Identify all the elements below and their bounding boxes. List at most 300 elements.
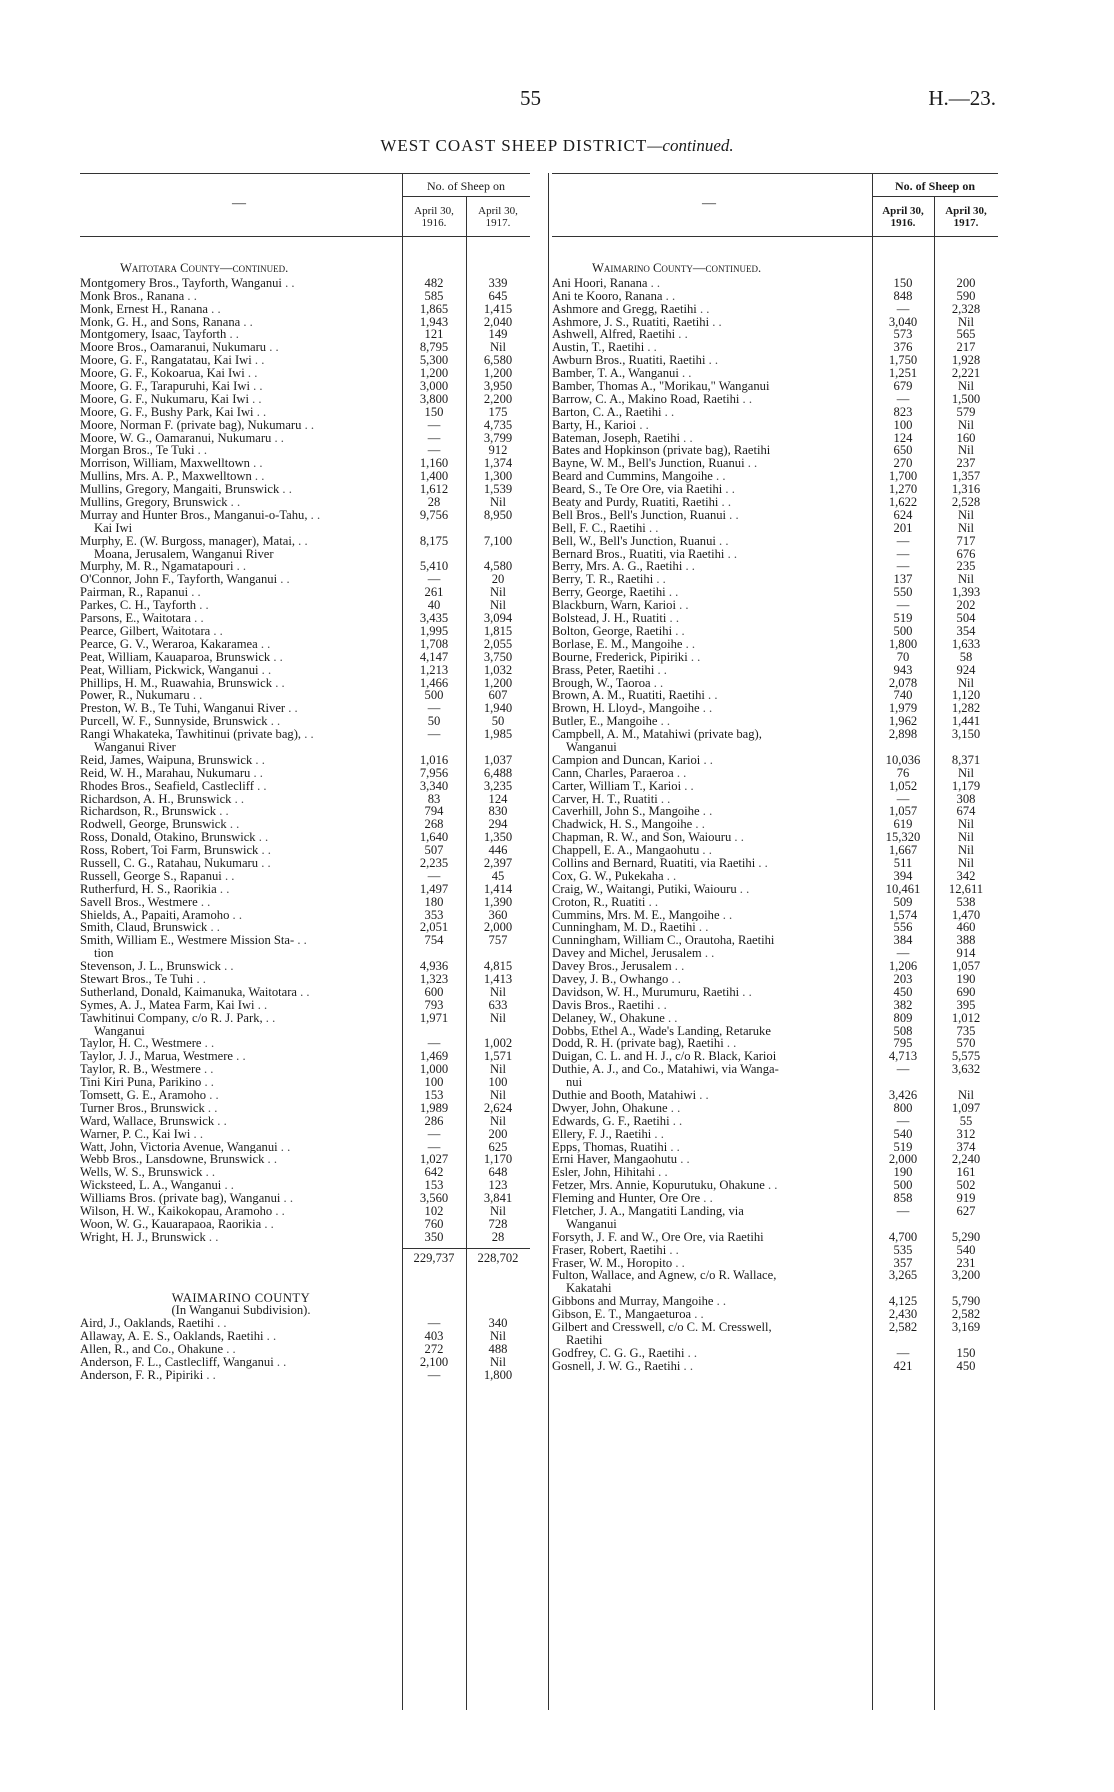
- sheep-1916: 353: [424, 907, 444, 922]
- sheep-1917: 294: [488, 817, 508, 832]
- sheep-1917: 8,950: [483, 507, 513, 522]
- owner-name: Raetihi: [566, 1333, 603, 1347]
- owner-name: Bayne, W. M., Bell's Junction, Ruanui: [552, 457, 745, 471]
- sheep-1916: —: [896, 533, 910, 548]
- table-row: [552, 1308, 998, 1321]
- table-row: [552, 1179, 998, 1192]
- table-row: [80, 973, 530, 986]
- sheep-1916: 508: [893, 1023, 913, 1038]
- table-row: [552, 277, 998, 290]
- owner-name: Anderson, F. R., Pipiriki: [80, 1368, 204, 1382]
- owner-name: Barton, C. A., Raetihi: [552, 405, 662, 419]
- total-1917: 228,702: [477, 1250, 519, 1265]
- leader-dots: . .: [191, 612, 204, 625]
- sheep-1917: 579: [956, 404, 976, 419]
- leader-dots: . .: [644, 341, 657, 355]
- owner-name: Moore Bros., Oamaranui, Nukumaru: [80, 341, 267, 355]
- sheep-1917: 565: [956, 327, 976, 342]
- leader-dots: . .: [207, 921, 220, 935]
- table-row: [80, 457, 530, 470]
- sheep-1916: —: [896, 559, 910, 574]
- table-row: [80, 1089, 530, 1102]
- sheep-1917: 360: [488, 907, 508, 922]
- sheep-1917: 161: [956, 1165, 976, 1180]
- sheep-1916: 153: [424, 1178, 444, 1193]
- sheep-1917: 200: [488, 1126, 508, 1141]
- sheep-1916: 858: [893, 1191, 913, 1206]
- table-row: [552, 1012, 998, 1025]
- sheep-1916: 2,582: [888, 1320, 918, 1335]
- table-row: [552, 702, 998, 715]
- sheep-1916: 4,700: [888, 1229, 918, 1244]
- leader-dots: . .: [680, 431, 693, 445]
- owner-name: Chappell, E. A., Mangaohutu: [552, 844, 700, 857]
- left-header-sheep-on: No. of Sheep on: [427, 179, 505, 193]
- leader-dots: . .: [255, 831, 269, 845]
- owner-name: Brough, W., Taoroa: [552, 676, 651, 690]
- sheep-1916: 1,497: [419, 881, 449, 896]
- owner-name: Moore, G. F., Bushy Park, Kai Iwi: [80, 405, 254, 419]
- sheep-1917: Nil: [957, 855, 975, 870]
- owner-name: Bamber, Thomas A., "Morikau," Wanganui: [552, 380, 770, 393]
- sheep-1917: 190: [956, 971, 976, 986]
- sheep-1917: 50: [491, 714, 505, 729]
- sheep-1917: Nil: [957, 675, 975, 690]
- sheep-1917: 570: [956, 1036, 976, 1051]
- sheep-1916: 403: [424, 1329, 444, 1344]
- table-row: [80, 1037, 530, 1050]
- sheep-1916: 519: [893, 1139, 913, 1154]
- sheep-1917: 339: [488, 275, 508, 290]
- sheep-1917: 676: [956, 546, 976, 561]
- table-row: [80, 406, 530, 419]
- sheep-1916: 600: [424, 984, 444, 999]
- leader-dots: . .: [645, 521, 659, 535]
- owner-name: Richardson, A. H., Brunswick: [80, 792, 232, 806]
- leader-dots: . .: [755, 856, 768, 870]
- sheep-1916: —: [896, 391, 910, 406]
- owner-name: Borlase, E. M., Mangoihe: [552, 637, 683, 651]
- owner-name: Fetzer, Mrs. Annie, Kopurutuku, Ohakune: [552, 1179, 765, 1193]
- sheep-1917: 1,470: [951, 907, 981, 922]
- owner-name: Carter, William T., Karioi: [552, 779, 682, 793]
- sheep-1917: 2,000: [483, 920, 513, 935]
- owner-name: Dobbs, Ethel A., Wade's Landing, Retaruke: [552, 1024, 771, 1038]
- table-row: [80, 1192, 530, 1205]
- county-subheading-text: (In Wanganui Subdivision).: [171, 1303, 311, 1318]
- table-row: [552, 548, 998, 561]
- sheep-1917: Nil: [957, 443, 975, 458]
- sheep-1917: 919: [956, 1191, 976, 1206]
- sheep-1916: 121: [424, 327, 444, 342]
- table-row: [80, 728, 530, 741]
- right-header-dash: —: [702, 196, 716, 211]
- leader-dots: . .: [726, 508, 739, 522]
- sheep-1916: 1,400: [419, 469, 449, 484]
- sheep-1917: 237: [956, 456, 976, 471]
- leader-dots: . .: [273, 1356, 287, 1369]
- total-1916: 229,737: [413, 1250, 455, 1265]
- leader-dots: . .: [691, 1308, 704, 1322]
- leader-dots: . .: [704, 689, 718, 703]
- owner-name: Rangi Whakateka, Tawhitinui (private bag),: [80, 728, 302, 741]
- table-row: [80, 793, 530, 806]
- owner-name: Gibson, E. T., Mangaeturoa: [552, 1308, 692, 1322]
- sheep-1916: 180: [424, 894, 444, 909]
- leader-dots: . .: [723, 1037, 737, 1051]
- sheep-1916: 40: [427, 598, 441, 613]
- leader-dots: . .: [672, 1256, 685, 1270]
- table-row: [80, 986, 530, 999]
- sheep-1916: 450: [893, 984, 913, 999]
- owner-name: Watt, John, Victoria Avenue, Wanganui: [80, 1140, 278, 1154]
- owner-name: Fleming and Hunter, Ore Ore: [552, 1192, 701, 1206]
- leader-dots: . .: [699, 702, 713, 716]
- table-row: [80, 960, 530, 973]
- sheep-1917: 924: [956, 662, 976, 677]
- sheep-1916: 3,000: [419, 379, 449, 394]
- sheep-1917: 3,094: [483, 611, 513, 626]
- sheep-1917: 633: [488, 997, 508, 1012]
- sheep-1916: —: [896, 301, 910, 316]
- sheep-1916: 286: [424, 1113, 444, 1128]
- leader-dots: . .: [739, 392, 752, 406]
- table-row: [80, 844, 530, 857]
- sheep-1916: 150: [424, 404, 444, 419]
- owner-name: Smith, Claud, Brunswick: [80, 921, 208, 935]
- owner-name: Stewart Bros., Te Tuhi: [80, 972, 194, 986]
- owner-name: Bateman, Joseph, Raetihi: [552, 431, 681, 445]
- section-heading: [80, 262, 530, 275]
- sheep-1917: 1,800: [483, 1367, 513, 1382]
- table-row: [80, 1369, 530, 1382]
- sheep-1917: 312: [956, 1126, 976, 1141]
- owner-name: Webb Bros., Lansdowne, Brunswick: [80, 1153, 265, 1167]
- owner-name: Edwards, G. F., Raetihi: [552, 1114, 670, 1128]
- owner-name: Rodwell, George, Brunswick: [80, 818, 227, 832]
- owner-name: Ross, Robert, Toi Farm, Brunswick: [80, 844, 259, 857]
- leader-dots: . .: [695, 921, 709, 935]
- owner-name: Murray and Hunter Bros., Manganui-o-Tahu,: [80, 508, 308, 522]
- sheep-1916: 2,235: [419, 855, 449, 870]
- sheep-1917: 1,282: [951, 701, 981, 716]
- sheep-1916: 1,057: [888, 804, 918, 819]
- sheep-1917: 202: [956, 598, 976, 613]
- sheep-1916: 540: [893, 1126, 913, 1141]
- sheep-1916: 1,622: [888, 495, 918, 510]
- total-rule: [402, 1248, 530, 1249]
- owner-name: Davey, J. B., Owhango: [552, 972, 669, 986]
- sheep-1916: 1,667: [888, 843, 918, 858]
- sheep-1917: 540: [956, 1242, 976, 1257]
- owner-name: Ani Hoori, Ranana: [552, 276, 648, 290]
- leader-dots: . .: [216, 882, 230, 896]
- sheep-1916: 1,251: [888, 366, 918, 381]
- sheep-1916: 793: [424, 997, 444, 1012]
- table-row: [552, 973, 998, 986]
- owner-name: Davis Bros., Raetihi: [552, 998, 655, 1012]
- sheep-1916: 5,300: [419, 353, 449, 368]
- table-row: [552, 715, 998, 728]
- table-row: [552, 522, 998, 535]
- owner-name: Forsyth, J. F. and W., Ore Ore, via Raetihi: [552, 1230, 764, 1244]
- sheep-1916: 2,430: [888, 1307, 918, 1322]
- sheep-1917: 2,200: [483, 391, 513, 406]
- leader-dots: . .: [677, 1153, 690, 1167]
- owner-name: Cunningham, M. D., Raetihi: [552, 921, 696, 935]
- owner-name: Sutherland, Donald, Kaimanuka, Waitotara: [80, 985, 297, 999]
- leader-dots: . .: [277, 1140, 291, 1154]
- owner-name: Berry, Mrs. A. G., Raetihi: [552, 560, 683, 574]
- table-row: [80, 689, 530, 702]
- sheep-1916: 1,971: [419, 1010, 449, 1025]
- table-row: [80, 380, 530, 393]
- owner-name: Parkes, C. H., Tayforth: [80, 599, 197, 613]
- table-row: [80, 1356, 530, 1369]
- leader-dots: . .: [205, 1230, 219, 1244]
- sheep-1916: —: [427, 443, 441, 458]
- sheep-1916: —: [427, 417, 441, 432]
- owner-name: Fletcher, J. A., Mangatiti Landing, via: [552, 1205, 744, 1218]
- sheep-1917: 1,390: [483, 894, 513, 909]
- owner-name: Wicksteed, L. A., Wanganui: [80, 1179, 222, 1193]
- sheep-1916: 507: [424, 843, 444, 858]
- leader-dots: . .: [699, 844, 712, 857]
- table-row: [80, 1330, 530, 1343]
- sheep-1917: 674: [956, 804, 976, 819]
- owner-name: Austin, T., Raetihi: [552, 341, 645, 355]
- sheep-1917: 2,328: [951, 301, 981, 316]
- sheep-1916: 650: [893, 443, 913, 458]
- sheep-1917: 3,200: [951, 1268, 981, 1283]
- table-row: [552, 444, 998, 457]
- leader-dots: . .: [712, 470, 726, 484]
- table-row: [80, 1115, 530, 1128]
- owner-name: Moore, G. F., Kokoarua, Kai Iwi: [80, 367, 245, 381]
- table-row: [80, 767, 530, 780]
- leader-dots: . .: [709, 315, 722, 329]
- table-row-continuation: [552, 741, 998, 754]
- owner-name: Berry, T. R., Raetihi: [552, 573, 654, 587]
- sheep-1917: 5,575: [951, 1049, 981, 1064]
- table-row: [80, 1317, 530, 1330]
- sheep-1916: 800: [893, 1100, 913, 1115]
- sheep-1917: Nil: [489, 1329, 507, 1344]
- owner-name: nui: [566, 1076, 583, 1090]
- sheep-1917: 149: [488, 327, 508, 342]
- owner-name: Reid, James, Waipuna, Brunswick: [80, 753, 253, 767]
- sheep-1916: —: [427, 1316, 441, 1331]
- owner-name: O'Connor, John F., Tayforth, Wanganui: [80, 573, 278, 587]
- sheep-1916: 1,160: [419, 456, 449, 471]
- page-title: [0, 136, 1114, 156]
- leader-dots: . .: [675, 599, 689, 613]
- owner-name: Turner Bros., Brunswick: [80, 1101, 205, 1115]
- table-row: [552, 793, 998, 806]
- county-heading-text: WAIMARINO COUNTY: [171, 1290, 311, 1305]
- sheep-1917: 502: [956, 1178, 976, 1193]
- owner-name: Wilson, H. W., Kaikokopau, Aramoho: [80, 1205, 273, 1218]
- table-row: [80, 419, 530, 432]
- leader-dots: . .: [722, 483, 735, 497]
- sheep-1916: 268: [424, 817, 444, 832]
- table-row: [552, 1063, 998, 1076]
- owner-name: Anderson, F. L., Castlecliff, Wanganui: [80, 1356, 274, 1369]
- sheep-1917: 4,735: [483, 417, 513, 432]
- table-row: [552, 947, 998, 960]
- sheep-1916: 261: [424, 585, 444, 600]
- left-header-bottom-rule: [80, 236, 530, 237]
- owner-name: Rhodes Bros., Seafield, Castlecliff: [80, 779, 254, 793]
- table-row: [80, 818, 530, 831]
- table-row: [552, 535, 998, 548]
- sheep-1916: 203: [893, 971, 913, 986]
- sheep-1916: 102: [424, 1204, 444, 1219]
- table-row: [552, 1166, 998, 1179]
- leader-dots: . .: [271, 431, 284, 445]
- sheep-1917: 231: [956, 1255, 976, 1270]
- table-row: [80, 1050, 530, 1063]
- sheep-1917: 1,032: [483, 662, 513, 677]
- owner-name: Bell Bros., Bell's Junction, Ruanui: [552, 508, 727, 522]
- leader-dots: . .: [280, 1192, 293, 1206]
- center-divider: [548, 173, 549, 1710]
- sheep-1917: Nil: [489, 598, 507, 613]
- table-row: [80, 909, 530, 922]
- table-row: [80, 1153, 530, 1166]
- right-header-sub-rule: [872, 196, 998, 197]
- left-header-dash: —: [232, 196, 246, 211]
- table-row: [552, 367, 998, 380]
- owner-name: Dodd, R. H. (private bag), Raetihi: [552, 1037, 724, 1051]
- owner-name: Taylor, H. C., Westmere: [80, 1037, 202, 1051]
- owner-name: Monk Bros., Ranana: [80, 289, 185, 303]
- table-row: [80, 1179, 530, 1192]
- leader-dots: . .: [682, 637, 696, 651]
- leader-dots: . .: [285, 702, 298, 716]
- table-row: [552, 754, 998, 767]
- sheep-1916: 83: [427, 791, 441, 806]
- owner-name: Cummins, Mrs. M. E., Mangoihe: [552, 908, 720, 922]
- sheep-1917: 20: [491, 572, 505, 587]
- sheep-1916: 1,574: [888, 907, 918, 922]
- sheep-1917: 1,037: [483, 752, 513, 767]
- table-row: [552, 1244, 998, 1257]
- sheep-1917: 308: [956, 791, 976, 806]
- sheep-1916: 679: [893, 379, 913, 394]
- owner-name: Rutherfurd, H. S., Raorikia: [80, 882, 217, 896]
- sheep-1917: 4,580: [483, 559, 513, 574]
- sheep-1917: 830: [488, 804, 508, 819]
- sheep-1916: 3,340: [419, 778, 449, 793]
- sheep-1916: 1,865: [419, 301, 449, 316]
- sheep-1916: 1,962: [888, 714, 918, 729]
- sheep-1916: 500: [424, 688, 444, 703]
- table-row: [552, 419, 998, 432]
- title-main: WEST COAST SHEEP DISTRICT: [380, 136, 648, 155]
- sheep-1917: 340: [488, 1316, 508, 1331]
- sheep-1916: 10,036: [885, 752, 921, 767]
- leader-dots: . .: [262, 1011, 276, 1025]
- sheep-1917: Nil: [489, 585, 507, 600]
- owner-name: Wanganui River: [94, 740, 176, 754]
- sheep-1916: 760: [424, 1216, 444, 1231]
- leader-dots: . .: [251, 354, 265, 368]
- owner-name: Wanganui: [94, 1024, 145, 1038]
- sheep-1916: —: [427, 572, 441, 587]
- table-row: [552, 1257, 998, 1270]
- owner-name: Chadwick, H. S., Mangoihe: [552, 818, 693, 832]
- section-heading: [552, 262, 998, 275]
- owner-name: Monk, G. H., and Sons, Ranana: [80, 315, 241, 329]
- sheep-1917: 3,169: [951, 1320, 981, 1335]
- table-row: [552, 316, 998, 329]
- owner-name: Davey Bros., Jerusalem: [552, 960, 672, 973]
- sheep-1917: 504: [956, 611, 976, 626]
- owner-name: Wright, H. J., Brunswick: [80, 1230, 206, 1244]
- table-row: [80, 316, 530, 329]
- right-header-sheep-on: No. of Sheep on: [894, 179, 975, 193]
- table-row: [552, 870, 998, 883]
- sheep-1917: 1,200: [483, 366, 513, 381]
- leader-dots: . .: [226, 328, 239, 342]
- owner-name: Craig, W., Waitangi, Putiki, Waiouru: [552, 882, 737, 896]
- leader-dots: . .: [281, 276, 295, 290]
- owner-name: Preston, W. B., Te Tuhi, Wanganui River: [80, 702, 286, 716]
- section-heading-text: Waimarino County—continued.: [592, 261, 762, 275]
- sheep-1917: 1,350: [483, 830, 513, 845]
- sheep-1917: Nil: [957, 830, 975, 845]
- sheep-1917: 2,040: [483, 314, 513, 329]
- sheep-1916: 1,466: [419, 675, 449, 690]
- table-row: [552, 1360, 998, 1373]
- table-row: [552, 1205, 998, 1218]
- sheep-1917: 728: [488, 1216, 508, 1231]
- leader-dots: . .: [254, 998, 268, 1012]
- leader-dots: . .: [233, 1050, 246, 1064]
- leader-dots: . .: [764, 1179, 778, 1193]
- owner-name: Davidson, W. H., Murumuru, Raetihi: [552, 985, 740, 999]
- owner-name: Moore, G. F., Rangatatau, Kai Iwi: [80, 354, 252, 368]
- table-row: [552, 341, 998, 354]
- sheep-1917: 1,120: [951, 688, 981, 703]
- sheep-1917: 460: [956, 920, 976, 935]
- leader-dots: . .: [193, 972, 206, 986]
- table-row: [552, 406, 998, 419]
- sheep-1917: 1,815: [483, 623, 513, 638]
- sheep-1916: 1,016: [419, 752, 449, 767]
- leader-dots: . .: [272, 676, 285, 690]
- owner-name: Fraser, W. M., Horopito: [552, 1256, 673, 1270]
- owner-name: Campbell, A. M., Matahiwi (private bag),: [552, 728, 762, 741]
- table-row: [552, 1089, 998, 1102]
- leader-dots: . .: [270, 650, 283, 664]
- table-row: [552, 921, 998, 934]
- owner-name: Cox, G. W., Pukekaha: [552, 869, 664, 883]
- leader-dots: . .: [253, 405, 267, 419]
- table-row: [552, 1050, 998, 1063]
- sheep-1917: 1,414: [483, 881, 513, 896]
- sheep-1917: 450: [956, 1358, 976, 1373]
- sheep-1916: 1,700: [888, 469, 918, 484]
- leader-dots: . .: [653, 573, 666, 587]
- leader-dots: . .: [295, 534, 308, 548]
- table-row: [552, 1153, 998, 1166]
- owner-name: Bernard Bros., Ruatiti, via Raetihi: [552, 547, 725, 561]
- sheep-1916: —: [896, 791, 910, 806]
- county-subheading: [80, 1304, 530, 1317]
- table-row: [80, 1012, 530, 1025]
